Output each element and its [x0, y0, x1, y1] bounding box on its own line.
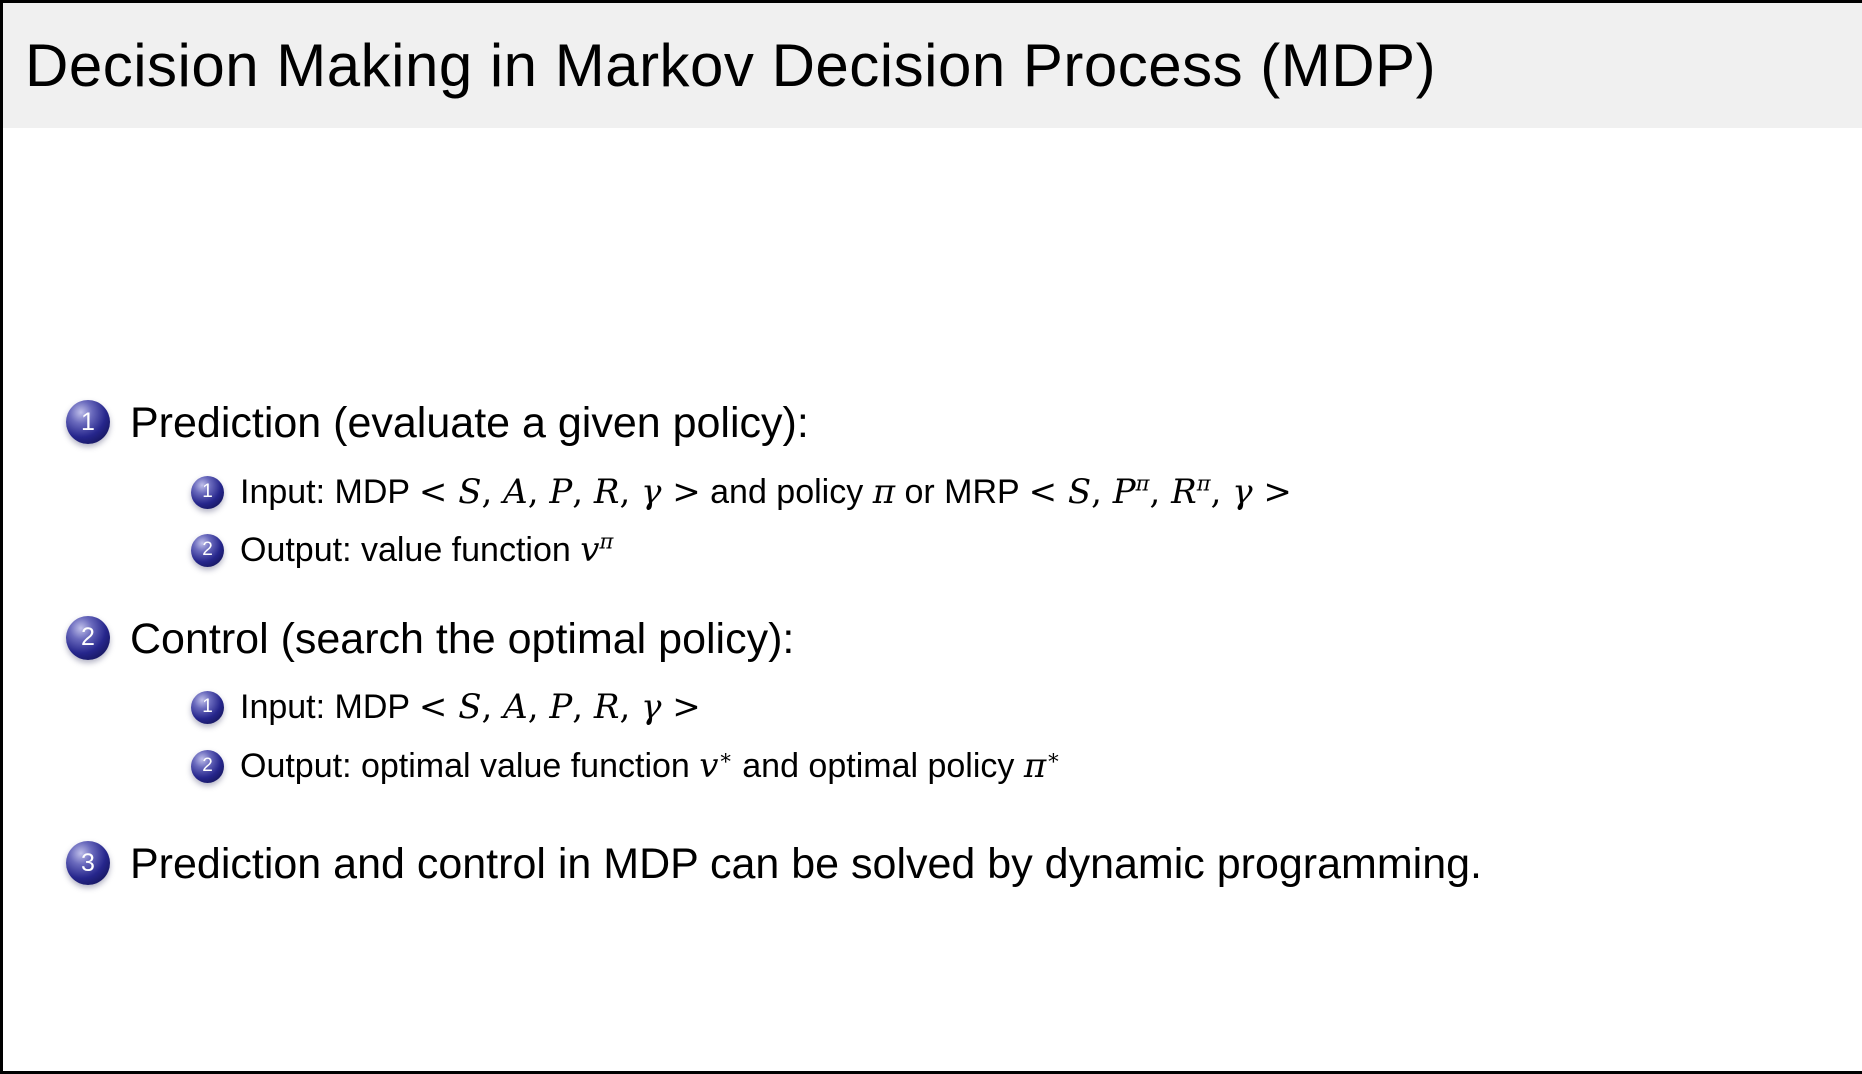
item-number-badge: 3 — [66, 841, 110, 885]
list-item — [66, 606, 1862, 673]
list-item — [66, 390, 1862, 457]
list-item-group — [66, 390, 1862, 580]
sub-list-item — [191, 463, 1862, 521]
slide-body — [3, 128, 1862, 898]
item-number-badge: 2 — [191, 750, 224, 783]
slide-header — [3, 3, 1862, 128]
sub-list — [191, 463, 1862, 580]
item-text: Prediction and control in MDP can be solved by dynamic programming. — [130, 840, 1482, 889]
item-number-badge: 2 — [66, 616, 110, 660]
item-number-badge: 1 — [66, 400, 110, 444]
sub-list-item — [191, 521, 1862, 579]
item-number-badge: 1 — [191, 691, 224, 724]
list-item-group — [66, 606, 1862, 796]
item-number-badge: 1 — [191, 476, 224, 509]
item-text: Prediction (evaluate a given policy): — [130, 399, 809, 447]
list-item-group — [66, 831, 1862, 898]
list-item — [66, 831, 1862, 898]
item-text: Input: MDP < S, A, P, R, γ > — [240, 687, 701, 728]
sub-list-item — [191, 737, 1862, 795]
sub-list — [191, 678, 1862, 795]
sub-list-item — [191, 678, 1862, 736]
item-text: Input: MDP < S, A, P, R, γ > and policy π or MRP < S, $P^\pi$, $R^\pi$, γ > — [240, 470, 1292, 512]
page-title: Decision Making in Markov Decision Process (MDP) — [25, 32, 1437, 99]
item-number-badge: 2 — [191, 534, 224, 567]
item-text: Control (search the optimal policy): — [130, 614, 795, 663]
item-text: Output: value function $v^\pi$ — [240, 528, 614, 571]
item-text: Output: optimal value function v∗ and optimal policy π∗ — [240, 744, 1061, 786]
